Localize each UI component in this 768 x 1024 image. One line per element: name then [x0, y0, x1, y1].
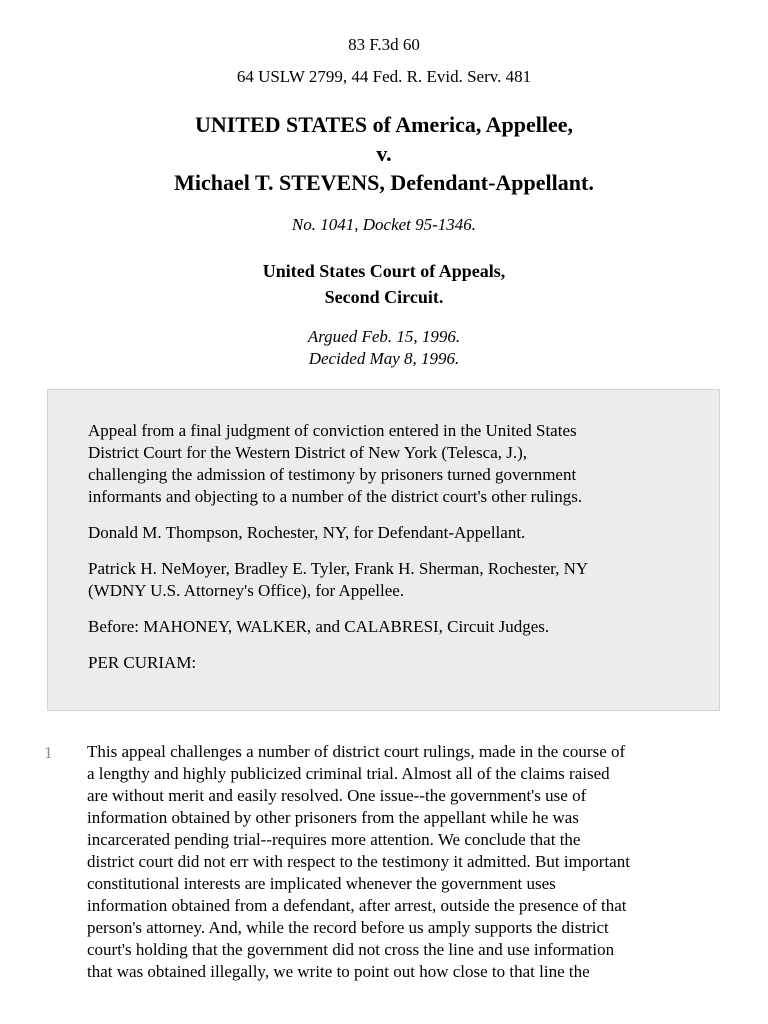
appellee-counsel-line: (WDNY U.S. Attorney's Office), for Appellee.	[88, 581, 405, 600]
judicial-panel-line: Before: MAHONEY, WALKER, and CALABRESI, Circuit Judges.	[88, 617, 550, 636]
appellant-counsel	[88, 522, 688, 544]
appeal-description-line: challenging the admission of testimony by prisoners turned government	[88, 465, 577, 484]
appellee-counsel	[88, 558, 688, 602]
per-curiam-line: PER CURIAM:	[88, 653, 197, 672]
opinion-line: constitutional interests are implicated whenever the government uses	[87, 874, 556, 893]
case-summary-content	[88, 420, 688, 688]
case-caption	[0, 110, 768, 197]
parallel-citations: 64 USLW 2799, 44 Fed. R. Evid. Serv. 481	[236, 67, 532, 86]
judicial-panel	[88, 616, 688, 638]
appellee-counsel-line: Patrick H. NeMoyer, Bradley E. Tyler, Frank H. Sherman, Rochester, NY	[88, 559, 589, 578]
appeal-description-line: informants and objecting to a number of the district court's other rulings.	[88, 487, 583, 506]
opinion-paragraph	[87, 741, 737, 983]
argued-date: Argued Feb. 15, 1996.	[307, 327, 461, 346]
opinion-line: information obtained from a defendant, after arrest, outside the presence of that	[87, 896, 627, 915]
court-name	[0, 258, 768, 310]
case-dates	[0, 326, 768, 370]
opinion-line: district court did not err with respect to the testimony it admitted. But important	[87, 852, 630, 871]
decided-date: Decided May 8, 1996.	[308, 349, 460, 368]
opinion-line: incarcerated pending trial--requires more attention. We conclude that the	[87, 830, 581, 849]
appeal-description	[88, 420, 688, 508]
paragraph-number: 1	[44, 743, 53, 762]
court-name-line-1: United States Court of Appeals,	[262, 261, 506, 281]
per-curiam-heading	[88, 652, 688, 674]
appeal-description-line: District Court for the Western District of New York (Telesca, J.),	[88, 443, 528, 462]
reporter-citation: 83 F.3d 60	[348, 35, 420, 54]
caption-appellant: Michael T. STEVENS, Defendant-Appellant.	[174, 170, 594, 195]
opinion-line: a lengthy and highly publicized criminal trial. Almost all of the claims raised	[87, 764, 610, 783]
opinion-line: This appeal challenges a number of district court rulings, made in the course of	[87, 742, 626, 761]
court-name-line-2: Second Circuit.	[324, 287, 444, 307]
opinion-line: court's holding that the government did not cross the line and use information	[87, 940, 615, 959]
appellant-counsel-line: Donald M. Thompson, Rochester, NY, for Defendant-Appellant.	[88, 523, 526, 542]
docket-number: No. 1041, Docket 95-1346.	[291, 215, 477, 234]
opinion-line: are without merit and easily resolved. One issue--the government's use of	[87, 786, 587, 805]
caption-appellee: UNITED STATES of America, Appellee,	[194, 112, 574, 137]
opinion-line: person's attorney. And, while the record before us amply supports the district	[87, 918, 609, 937]
opinion-line: information obtained by other prisoners from the appellant while he was	[87, 808, 579, 827]
opinion-line: that was obtained illegally, we write to point out how close to that line the	[87, 962, 590, 981]
caption-versus: v.	[376, 141, 392, 166]
case-summary-box	[47, 389, 720, 711]
appeal-description-line: Appeal from a final judgment of conviction entered in the United States	[88, 421, 577, 440]
